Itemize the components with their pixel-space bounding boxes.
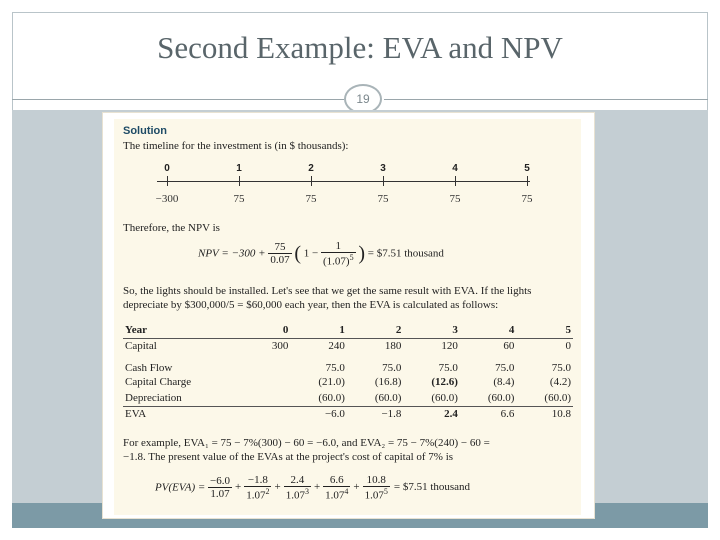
timeline-period-label: 2	[308, 163, 314, 174]
timeline-cashflow: 75	[233, 193, 245, 205]
timeline-tick	[311, 176, 312, 186]
timeline-cashflow: 75	[449, 193, 461, 205]
timeline-period-label: 0	[164, 163, 170, 174]
pv-operator: +	[235, 481, 242, 494]
npv-fraction-2: $\frac{1}{(1.07)^5}$	[323, 240, 354, 268]
timeline-tick	[383, 176, 384, 186]
timeline-period-label: 5	[524, 163, 530, 174]
timeline-tick	[527, 176, 528, 186]
table-row-capital: Capital 300 240 180 120 60 0	[125, 340, 571, 353]
example-paragraph-line-1: For example, EVA₁ = 75 − 7%(300) − 60 = −6.0, and EVA₂ = 75 − 7%(240) − 60 =	[123, 437, 490, 449]
slide-number: 19	[344, 84, 382, 114]
timeline-period-label: 4	[452, 163, 458, 174]
npv-intro: Therefore, the NPV is	[123, 222, 220, 234]
pv-result: = $7.51 thousand	[393, 481, 471, 494]
pv-operator: +	[353, 481, 360, 494]
solution-heading: Solution	[123, 125, 167, 137]
timeline-cashflow: −300	[155, 193, 179, 205]
title-divider-left	[12, 99, 344, 100]
pv-term-fraction: $\frac{-6.0}{1.07}$	[210, 475, 230, 501]
timeline-cashflow: 75	[377, 193, 389, 205]
timeline-period-label: 1	[236, 163, 242, 174]
pv-operator: +	[313, 481, 321, 494]
npv-fraction-1: $\frac{75}{0.07}$	[270, 241, 290, 267]
table-row-depreciation: Depreciation (60.0) (60.0) (60.0) (60.0) (60.0)	[125, 391, 571, 404]
timeline-intro: The timeline for the investment is (in $ thousands):	[123, 140, 349, 152]
timeline-tick	[167, 176, 168, 186]
npv-lhs: NPV = −300 +	[198, 247, 266, 260]
pv-term-fraction: $\frac{6.6}{1.07^4}$	[325, 474, 349, 502]
pv-lhs: PV(EVA) =	[155, 481, 206, 494]
slide-title: Second Example: EVA and NPV	[157, 30, 563, 65]
timeline-cashflow: 75	[305, 193, 317, 205]
pv-term-fraction: $\frac{10.8}{1.07^5}$	[364, 474, 388, 502]
eva-paragraph-line-1: So, the lights should be installed. Let's see that we get the same result with EVA. If the lights	[123, 285, 532, 297]
table-row-capital-charge: Capital Charge (21.0) (16.8) (12.6) (8.4) (4.2)	[125, 376, 571, 388]
timeline-tick	[455, 176, 456, 186]
npv-result: = $7.51 thousand	[367, 247, 444, 260]
pv-term-fraction: $\frac{-1.8}{1.07^2}$	[246, 474, 270, 502]
example-paragraph-line-2: −1.8. The present value of the EVAs at the project's cost of capital of 7% is	[123, 451, 454, 463]
eva-paragraph-line-2: depreciate by $300,000/5 = $60,000 each year, then the EVA is calculated as follows:	[123, 299, 499, 311]
timeline-period-label: 3	[380, 163, 386, 174]
timeline-tick	[239, 176, 240, 186]
pv-term-fraction: $\frac{2.4}{1.07^3}$	[285, 474, 309, 502]
table-row-eva: EVA −6.0 −1.8 2.4 6.6 10.8	[123, 406, 573, 422]
timeline-cashflow: 75	[521, 193, 533, 205]
timeline-axis	[157, 181, 530, 182]
title-divider-right	[384, 99, 708, 100]
eva-table	[123, 322, 573, 422]
table-row-cash-flow: Cash Flow 75.0 75.0 75.0 75.0 75.0	[125, 362, 571, 374]
npv-formula: NPV = −300 + $\frac{75}{0.07}$ ( 1 − $\frac{1}{(1.07)^5}$ ) = $7.51 thousand	[198, 240, 444, 268]
eva-table-header: Year 0 1 2 3 4 5	[123, 322, 573, 338]
pv-operator: +	[274, 481, 281, 494]
pv-eva-formula	[155, 474, 470, 502]
